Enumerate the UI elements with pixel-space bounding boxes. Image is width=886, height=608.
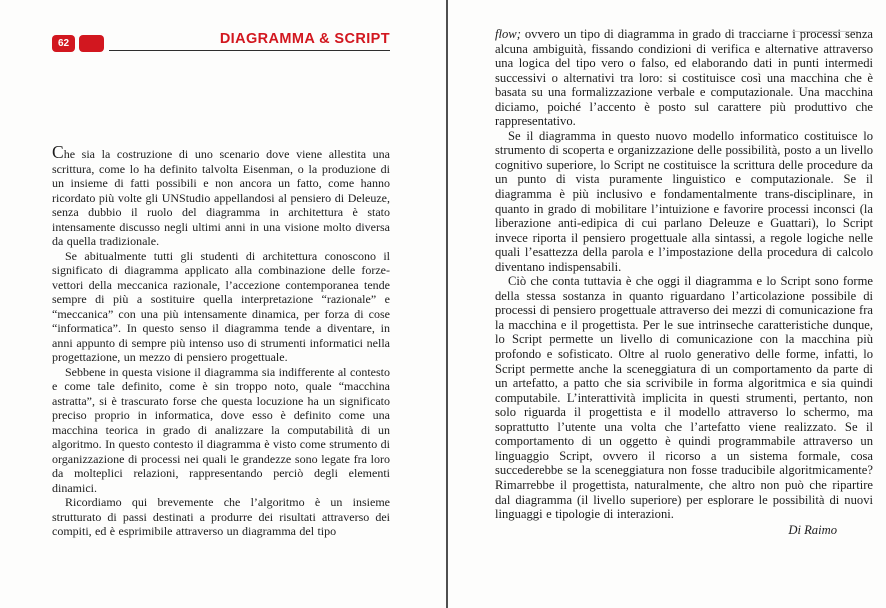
initial-capital: C	[52, 142, 64, 162]
paragraph: Ciò che conta tuttavia è che oggi il diagramma e lo Script sono forme della stessa sostanza in quanto riguardano l’articolazione possibile di processi di pensiero progettuale attraverso dei mezzi di comunicazione fra la macchina e il progettista. Per le sue intrinseche caratteristiche dunque, lo Script permette un livello di comunicazione con la macchina più profondo e sofisticato. Oltre al ruolo generativo delle forme, infatti, lo Script permette anche la sceneggiatura di un comportamento da parte di un artefatto, a patto che sia scrivibile in forma algoritmica e sia quindi computabile. L’interattività implicita in questi strumenti, pertanto, non solo riguarda il progettista e il modello attraverso lo schermo, ma soprattutto l’utente una volta che l’artefatto viene realizzato. Se il comportamento di un oggetto è quindi programmabile attraverso un linguaggio Script, ovvero il ricorso a un sistema formale, cosa succederebbe se la sceneggiatura non fosse traducibile algoritmicamente? Rimarrebbe il progettista, naturalmente, che altro non può che ripartire dal diagramma (il livello superiore) per esplorare le possibilità di nuovi linguaggi e tipologie di interazioni.	[495, 274, 873, 522]
right-page	[495, 0, 873, 608]
author-signature: Di Raimo	[788, 522, 837, 537]
paragraph-text: he sia la costruzione di uno scenario dove viene allestita una scrittura, come lo ha definito talvolta Eisenman, o la produzione di un insieme di fatti possibili e non ancora un fatto, come hanno ricordato più volte gli UNStudio appellandosi al pensiero di Deleuze, senza dubbio il ruolo del diagramma in architettura è stato intensamente discusso negli ultimi anni in una visione molto diversa da quella tradizionale.	[52, 147, 390, 248]
paragraph	[495, 27, 873, 129]
paragraph: Ricordiamo qui brevemente che l’algoritmo è un insieme strutturato di passi destinati a produrre dei risultati attraverso dei compiti, ed è esprimibile attraverso un diagramma del tipo	[52, 495, 390, 538]
left-page-body	[52, 142, 390, 539]
page-gutter-divider	[446, 0, 448, 608]
italic-lead-word: flow;	[495, 27, 521, 41]
paragraph	[52, 142, 390, 249]
paragraph: Sebbene in questa visione il diagramma sia indifferente al contesto e come tale definito, come è sin troppo noto, quale “macchina astratta”, si è trascurato forse che questa locuzione ha un significato preciso proprio in informatica, dove esso è definito come una macchina teorica in grado di analizzare la computabilità di un algoritmo. In questo contesto il diagramma è visto come strumento di organizzazione di processi nei quali le grandezze sono legate fra loro da molteplici relazioni, rappresentando perciò degli elementi dinamici.	[52, 364, 390, 495]
page-number-badge	[52, 35, 75, 52]
red-decorative-badge	[79, 35, 104, 52]
running-title: DIAGRAMMA & SCRIPT	[219, 31, 390, 47]
header-rule	[109, 50, 390, 51]
left-page	[52, 28, 390, 588]
paragraph-text: ovvero un tipo di diagramma in grado di tracciarne i processi senza alcuna ambiguità, fissando condizioni di verifica e alternative attraverso una logica del tipo vero o falso, ed elaborando dati in punti intermedi successivi o alternativi tra loro: si costituisce così una macchina che è basata su una formalizzazione verbale e computazionale. Una macchina diciamo, poiché l’accento è posto sul carattere più produttivo che rappresentativo.	[495, 27, 873, 129]
page-number: 62	[57, 38, 70, 49]
paragraph: Se abitualmente tutti gli studenti di architettura conoscono il significato di diagramma applicato alla combinazione delle forze-vettori della meccanica razionale, l’accezione contemporanea tende sempre di più a sostituire quella interpretazione “razionale” e “meccanica” con una più intensamente dinamica, per forza di cose “informatica”. In questo senso il diagramma tende a diventare, in anni appunto di sempre più intenso uso di strumenti informatici nella progettazione, un mezzo di pensiero progettuale.	[52, 248, 390, 364]
right-page-body	[495, 27, 873, 538]
paragraph: Se il diagramma in questo nuovo modello informatico costituisce lo strumento di scoperta e organizzazione delle possibilità, posto a un livello cognitivo superiore, lo Script ne costituisce la scrittura delle procedure da un punto di vista puramente linguistico e computazionale. Se il diagramma è più inclusivo e fondamentalmente trans-disciplinare, in quanto in grado di mobilitare l’intuizione e favorire processi inconsci (la liberazione anti-edipica di cui parlano Deleuze e Guattari), lo Script invece riporta il pensiero progettuale alla sintassi, a regole logiche nelle quali l’esattezza della parola e l’impostazione della procedura di calcolo diventano indispensabili.	[495, 128, 873, 274]
